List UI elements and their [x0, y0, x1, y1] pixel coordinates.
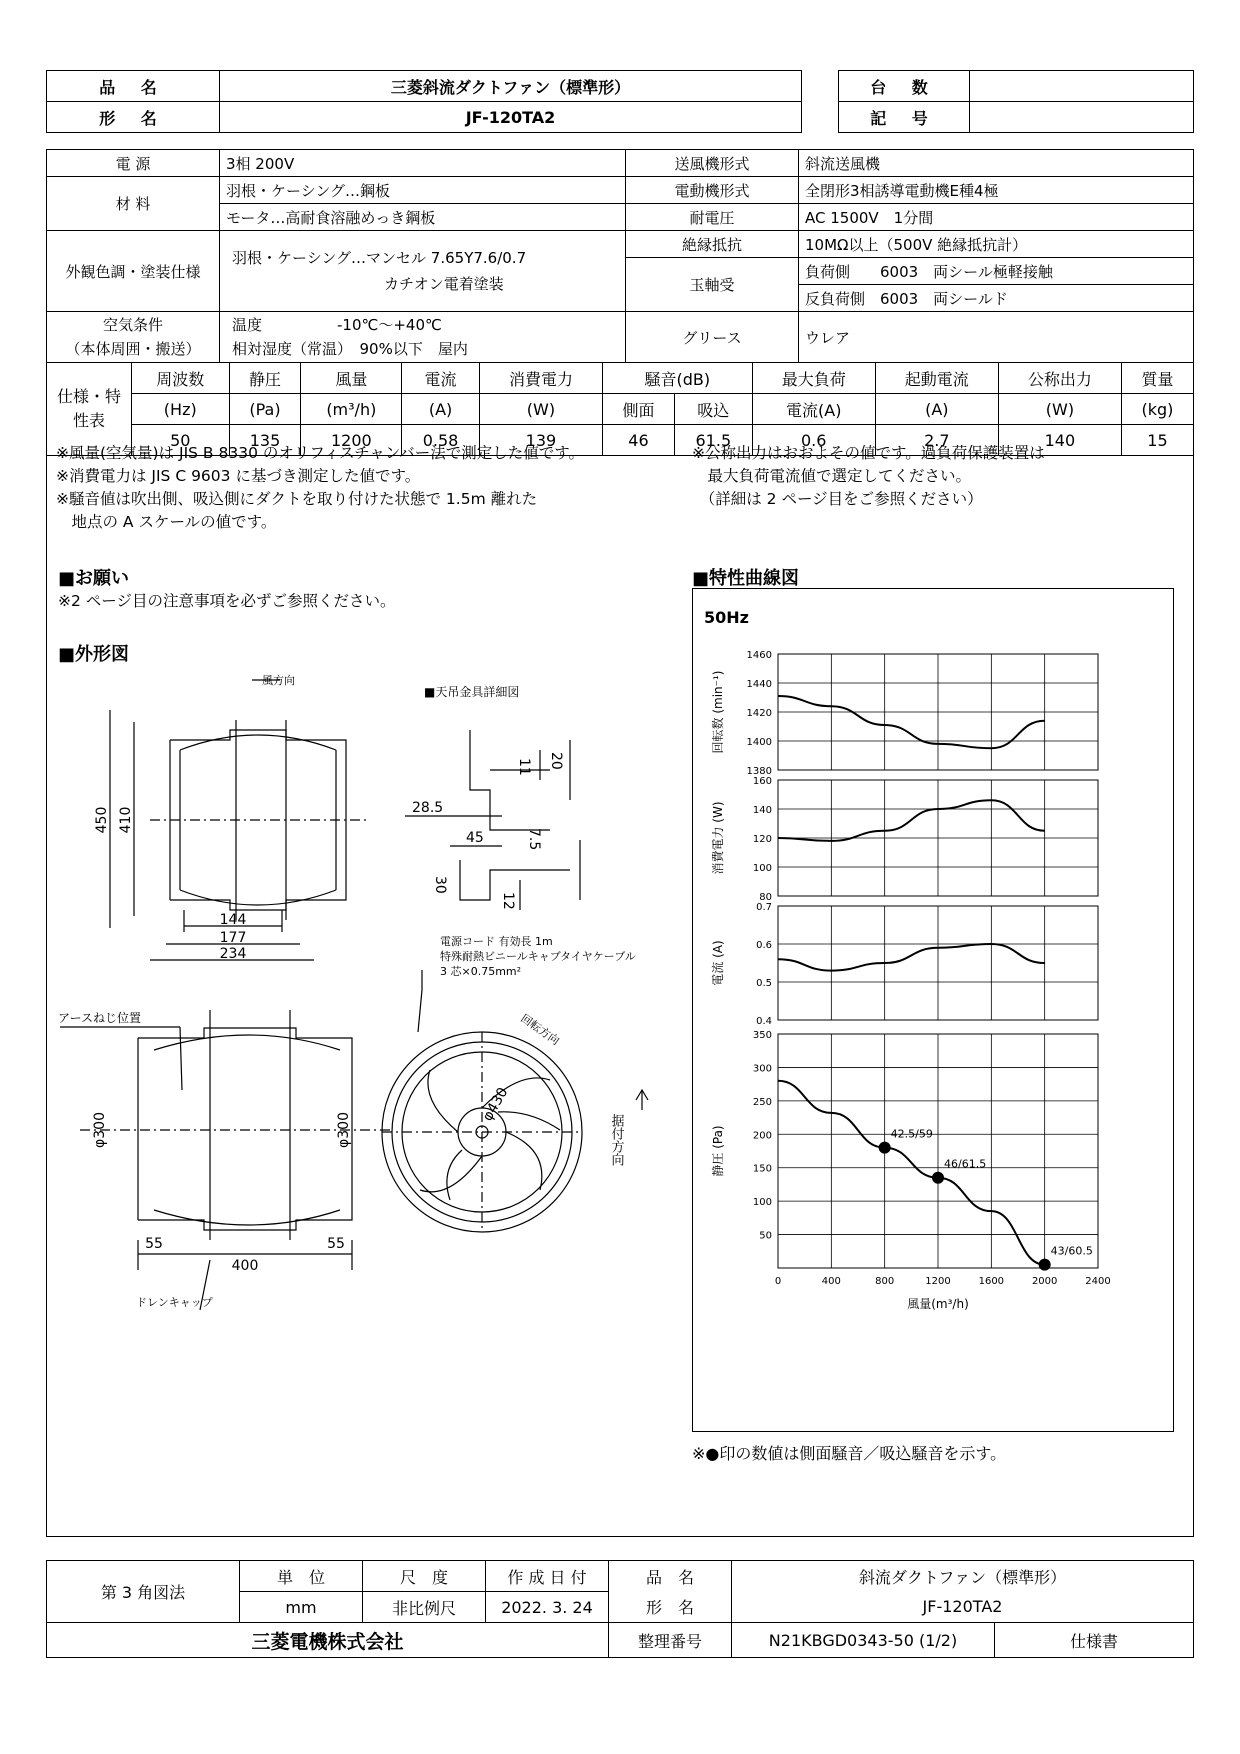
y-tick-label: 100 [752, 863, 772, 874]
val-freq: 50 [132, 425, 230, 456]
head-airflow: 風量 [301, 363, 402, 394]
sofuki-label: 送風機形式 [626, 150, 799, 177]
dim-20: 20 [548, 752, 564, 770]
zairyo-value-1: 羽根・ケーシング…鋼板 [220, 177, 626, 204]
earth-screw-label: アースねじ位置 [58, 1011, 142, 1025]
kuki-value-2: 相対湿度（常温） 90%以下 屋内 [232, 340, 468, 358]
head-current: 電流 [402, 363, 480, 394]
grease-value: ウレア [799, 312, 1194, 363]
footer-seiri: N21KBGD0343-50 (1/2) [732, 1623, 995, 1658]
onegai-text: ※2 ページ目の注意事項を必ずご参照ください。 [58, 592, 396, 610]
gaikei-title: ■外形図 [58, 644, 130, 665]
head-power: 消費電力 [479, 363, 602, 394]
y-tick-label: 120 [752, 834, 772, 845]
drain-cap-label: ドレンキャップ [136, 1296, 213, 1309]
footer-company: 三菱電機株式会社 [47, 1623, 609, 1658]
kuki-value-1: 温度 -10℃～+40℃ [232, 316, 442, 334]
install-direction-label: 据付方向 [608, 1114, 624, 1166]
y-axis-label: 回転数 (min⁻¹) [711, 670, 725, 754]
y-tick-label: 250 [752, 1096, 772, 1108]
dendoki-value: 全閉形3相誘導電動機E種4極 [799, 177, 1194, 204]
product-name: 三菱斜流ダクトファン（標準形） [220, 71, 802, 102]
noise-point [1039, 1259, 1051, 1271]
cord-label-2: 特殊耐熱ビニールキャブタイヤケーブル [440, 950, 636, 963]
spec-table [46, 149, 1194, 363]
noise-point [879, 1142, 891, 1154]
tamajiku-value-2: 反負荷側 6003 両シールド [799, 285, 1194, 312]
noise-point-label: 42.5/59 [890, 1127, 933, 1141]
zairyo-value-2: モータ…高耐食溶融めっき鋼板 [220, 204, 626, 231]
series-line [778, 800, 1045, 841]
head-max-current: 最大負荷 [752, 363, 875, 394]
series-line [778, 944, 1045, 971]
wind-direction-label: 風方向 [262, 674, 295, 687]
val-mass: 15 [1121, 425, 1193, 456]
note-right-2: 最大負荷電流値で選定してください。 [692, 467, 972, 485]
cord-label-3: 3 芯×0.75mm² [440, 965, 522, 978]
gaikan-label: 外観色調・塗装仕様 [47, 231, 220, 312]
note-left-2: ※消費電力は JIS C 9603 に基づき測定した値です。 [56, 467, 421, 485]
val-max-current: 0.6 [752, 425, 875, 456]
note-left-4: 地点の A スケールの値です。 [56, 513, 277, 531]
dim-450: 450 [94, 806, 110, 834]
footer-hinmei-label: 品 名 [609, 1561, 732, 1592]
x-tick-label: 1600 [978, 1276, 1005, 1287]
dim-30: 30 [432, 876, 448, 894]
kuki-label-2: （本体周囲・搬送） [65, 340, 201, 358]
daisu-value [970, 71, 1194, 102]
footer-hinmei: 斜流ダクトファン（標準形） [732, 1561, 1194, 1592]
unit-static-pressure: (Pa) [229, 394, 301, 425]
footer-katamei-label: 形 名 [609, 1592, 732, 1623]
x-tick-label: 0 [774, 1276, 782, 1287]
y-tick-label: 1460 [746, 650, 772, 661]
x-tick-label: 1200 [925, 1276, 951, 1287]
dim-phi300-right: φ300 [336, 1112, 352, 1148]
chart-note: ※●印の数値は側面騒音／吸込騒音を示す。 [692, 1444, 1007, 1463]
head-mass: 質量 [1121, 363, 1193, 394]
y-tick-label: 1380 [746, 766, 772, 777]
dim-12: 12 [500, 892, 516, 910]
series-line [778, 1081, 1045, 1265]
outline-drawing [50, 670, 670, 1320]
tamajiku-label: 玉軸受 [626, 258, 799, 312]
head-start-current: 起動電流 [875, 363, 998, 394]
zairyo-label: 材 料 [47, 177, 220, 231]
zetsuen-label: 絶縁抵抗 [626, 231, 799, 258]
unit-mass: (kg) [1121, 394, 1193, 425]
val-noise-side: 46 [603, 425, 675, 456]
footer-scale: 非比例尺 [363, 1592, 486, 1623]
dim-55-left: 55 [145, 1236, 163, 1252]
val-output: 140 [998, 425, 1121, 456]
note-left-1: ※風量(空気量)は JIS B 8330 のオリフィスチャンバー法で測定した値です。 [56, 444, 585, 462]
header-table [46, 70, 802, 133]
dim-28-5: 28.5 [412, 800, 444, 816]
footer-unit-label: 単 位 [240, 1561, 363, 1592]
y-tick-label: 200 [752, 1130, 772, 1142]
y-tick-label: 0.7 [756, 902, 772, 913]
unit-output: (W) [998, 394, 1121, 425]
dim-234: 234 [219, 946, 247, 962]
x-tick-label: 400 [821, 1276, 841, 1287]
y-axis-label: 静圧 (Pa) [711, 1125, 725, 1177]
val-current: 0.58 [402, 425, 480, 456]
dendoki-label: 電動機形式 [626, 177, 799, 204]
footer-date-label: 作 成 日 付 [486, 1561, 609, 1592]
head-noise-suction: 吸込 [674, 394, 752, 425]
unit-max-current: 電流(A) [752, 394, 875, 425]
y-tick-label: 300 [752, 1063, 772, 1075]
y-tick-label: 50 [759, 1230, 772, 1242]
y-tick-label: 0.4 [756, 1016, 772, 1027]
gaikan-value-1: 羽根・ケーシング…マンセル 7.65Y7.6/0.7 [232, 249, 527, 267]
model-name: JF-120TA2 [220, 102, 802, 133]
dim-phi300-left: φ300 [92, 1112, 108, 1148]
kigo-label: 記 号 [839, 102, 970, 133]
daisu-label: 台 数 [839, 71, 970, 102]
y-tick-label: 80 [759, 892, 772, 903]
y-tick-label: 160 [752, 776, 772, 787]
dim-55-right: 55 [327, 1236, 345, 1252]
grease-label: グリース [626, 312, 799, 363]
notes-right [692, 442, 1045, 511]
taidenatsu-value: AC 1500V 1分間 [799, 204, 1194, 231]
y-tick-label: 150 [752, 1163, 772, 1175]
x-tick-label: 2400 [1085, 1276, 1111, 1287]
footer-method: 第 3 角図法 [47, 1561, 240, 1623]
y-tick-label: 100 [752, 1197, 772, 1209]
y-tick-label: 1440 [746, 679, 772, 690]
note-left-3: ※騒音値は吹出側、吸込側にダクトを取り付けた状態で 1.5m 離れた [56, 490, 538, 508]
characteristic-chart [692, 588, 1172, 1430]
footer-scale-label: 尺 度 [363, 1561, 486, 1592]
unit-freq: (Hz) [132, 394, 230, 425]
y-axis-label: 消費電力 (W) [711, 801, 725, 875]
hinmei-label: 品 名 [47, 71, 220, 102]
val-start-current: 2.7 [875, 425, 998, 456]
x-tick-label: 800 [875, 1276, 895, 1287]
dim-7-5: 7.5 [526, 828, 542, 851]
dengen-value: 3相 200V [220, 150, 626, 177]
char-row-label: 仕様・特性表 [47, 363, 132, 456]
sofuki-value: 斜流送風機 [799, 150, 1194, 177]
katamei-label: 形 名 [47, 102, 220, 133]
footer-seiri-label: 整理番号 [609, 1623, 732, 1658]
y-axis-label: 電流 (A) [711, 940, 725, 986]
head-noise: 騒音(dB) [603, 363, 753, 394]
y-tick-label: 140 [752, 805, 772, 816]
dim-phi430: φ430 [479, 1084, 512, 1124]
unit-current: (A) [402, 394, 480, 425]
footer-unit: mm [240, 1592, 363, 1623]
chart-freq-title: 50Hz [704, 608, 749, 627]
val-noise-suction: 61.5 [674, 425, 752, 456]
footer-table [46, 1560, 1194, 1658]
footer-doc-type: 仕様書 [995, 1623, 1194, 1658]
noise-point-label: 46/61.5 [944, 1157, 987, 1171]
noise-point-label: 43/60.5 [1050, 1244, 1093, 1258]
series-line [778, 696, 1045, 748]
unit-airflow: (m³/h) [301, 394, 402, 425]
head-output: 公称出力 [998, 363, 1121, 394]
tamajiku-value-1: 負荷側 6003 両シール極軽接触 [799, 258, 1194, 285]
head-static-pressure: 静圧 [229, 363, 301, 394]
y-tick-label: 1420 [746, 708, 772, 719]
head-noise-side: 側面 [603, 394, 675, 425]
x-axis-label: 風量(m³/h) [907, 1297, 969, 1311]
note-right-3: （詳細は 2 ページ目をご参照ください） [692, 490, 983, 508]
dim-45: 45 [466, 830, 484, 846]
dengen-label: 電 源 [47, 150, 220, 177]
y-tick-label: 0.6 [756, 940, 772, 951]
notes-left [56, 442, 584, 534]
dim-144: 144 [219, 912, 247, 928]
dim-177: 177 [219, 930, 247, 946]
footer-katamei: JF-120TA2 [732, 1592, 1194, 1623]
unit-start-current: (A) [875, 394, 998, 425]
dim-410: 410 [118, 806, 134, 834]
tenzuri-label: ■天吊金具詳細図 [424, 685, 520, 699]
zetsuen-value: 10MΩ以上（500V 絶縁抵抗計） [799, 231, 1194, 258]
cord-label-1: 電源コード 有効長 1m [440, 935, 553, 948]
head-freq: 周波数 [132, 363, 230, 394]
kigo-value [970, 102, 1194, 133]
taidenatsu-label: 耐電圧 [626, 204, 799, 231]
unit-power: (W) [479, 394, 602, 425]
note-right-1: ※公称出力はおおよその値です。過負荷保護装置は [692, 444, 1045, 462]
val-power: 139 [479, 425, 602, 456]
y-tick-label: 0.5 [756, 978, 772, 989]
onegai-title: ■お願い [58, 568, 130, 589]
val-airflow: 1200 [301, 425, 402, 456]
kuki-label-1: 空気条件 [102, 316, 163, 334]
chart-section-title: ■特性曲線図 [692, 568, 800, 589]
x-tick-label: 2000 [1031, 1276, 1058, 1287]
gaikan-value-2: カチオン電着塗装 [384, 275, 504, 293]
y-tick-label: 350 [752, 1030, 772, 1041]
val-static-pressure: 135 [229, 425, 301, 456]
noise-point [932, 1172, 944, 1184]
rotation-label: 回転方向 [518, 1011, 562, 1048]
dim-400: 400 [231, 1258, 259, 1274]
count-table [838, 70, 1194, 133]
y-tick-label: 1400 [746, 737, 772, 748]
footer-date: 2022. 3. 24 [486, 1592, 609, 1623]
dim-11: 11 [516, 758, 532, 776]
